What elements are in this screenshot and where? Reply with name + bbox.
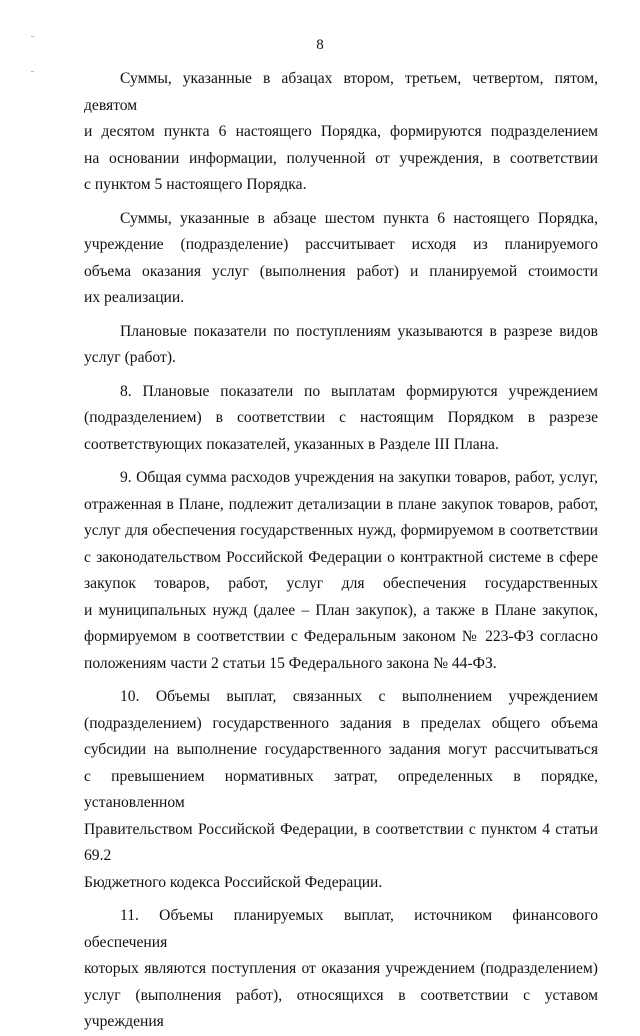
- text-line: учреждение (подразделение) рассчитывает исходя из планируемого: [84, 236, 598, 253]
- paragraph-gap: [84, 372, 598, 379]
- paragraph: [84, 903, 598, 1036]
- paragraph: [84, 206, 598, 312]
- text-line: с превышением нормативных затрат, определенных в порядке, установленном: [84, 767, 598, 811]
- document-body: [84, 66, 598, 1036]
- text-line: субсидии на выполнение государственного задания могут рассчитываться: [84, 741, 598, 758]
- text-line: Суммы, указанные в абзацах втором, третьем, четвертом, пятом, девятом: [84, 70, 598, 114]
- text-line: Правительством Российской Федерации, в соответствии с пунктом 4 статьи 69.2: [84, 820, 598, 864]
- text-line: на основании информации, полученной от учреждения, в соответствии: [84, 149, 598, 167]
- text-line: закупок товаров, работ, услуг для обеспечения государственных: [84, 575, 598, 592]
- text-line: (подразделением) государственного задания в пределах общего объема: [84, 714, 598, 732]
- paragraph-gap: [84, 896, 598, 903]
- text-line: отраженная в Плане, подлежит детализации в плане закупок товаров, работ,: [84, 495, 598, 513]
- scan-mark-left: [31, 71, 34, 72]
- text-line: и десятом пункта 6 настоящего Порядка, формируются подразделением: [84, 123, 598, 140]
- text-line: услуг для обеспечения государственных нужд, формируемом в соответствии: [84, 522, 598, 539]
- text-line: 9. Общая сумма расходов учреждения на закупки товаров, работ, услуг,: [120, 469, 598, 486]
- text-line: с законодательством Российской Федерации о контрактной системе в сфере: [84, 548, 598, 566]
- text-line: 11. Объемы планируемых выплат, источником финансового обеспечения: [84, 907, 598, 951]
- text-line: 8. Плановые показатели по выплатам формируются учреждением: [120, 382, 598, 400]
- text-line: и муниципальных нужд (далее – План закупок), а также в Плане закупок,: [84, 601, 598, 619]
- paragraph-gap: [84, 199, 598, 206]
- paragraph: [84, 379, 598, 459]
- text-line: формируемом в соответствии с Федеральным законом № 223-ФЗ согласно: [84, 628, 598, 645]
- text-line: положениям части 2 статьи 15 Федерального закона № 44-ФЗ.: [84, 654, 497, 672]
- text-line: 10. Объемы выплат, связанных с выполнением учреждением: [120, 688, 598, 705]
- text-line: их реализации.: [84, 289, 185, 306]
- paragraph-gap: [84, 458, 598, 465]
- text-line: услуг (работ).: [84, 349, 176, 366]
- paragraph: [84, 66, 598, 199]
- paragraph-gap: [84, 312, 598, 319]
- text-line: Бюджетного кодекса Российской Федерации.: [84, 873, 383, 891]
- paragraph: [84, 684, 598, 896]
- text-line: объема оказания услуг (выполнения работ) и планируемой стоимости: [84, 262, 598, 280]
- text-line: Суммы, указанные в абзаце шестом пункта 6 настоящего Порядка,: [120, 209, 598, 227]
- text-line: Плановые показатели по поступлениям указываются в разрезе видов: [120, 322, 598, 340]
- paragraph: [84, 319, 598, 372]
- paragraph: [84, 465, 598, 677]
- text-line: услуг (выполнения работ), относящихся в соответствии с уставом учреждения: [84, 986, 598, 1030]
- page-number: 8: [316, 37, 324, 53]
- text-line: соответствующих показателей, указанных в Разделе III Плана.: [84, 435, 499, 453]
- text-line: которых являются поступления от оказания учреждением (подразделением): [84, 960, 598, 977]
- text-line: с пунктом 5 настоящего Порядка.: [84, 176, 307, 193]
- text-line: (подразделением) в соответствии с настоящим Порядком в разрезе: [84, 409, 598, 426]
- paragraph-gap: [84, 677, 598, 684]
